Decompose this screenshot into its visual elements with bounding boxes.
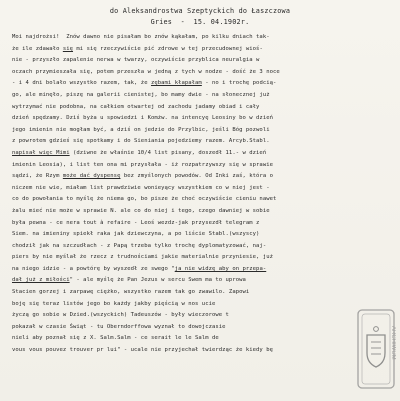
- archive-stamp: [352, 306, 398, 392]
- line-text: bez zmyślonych powodów. Od Inki zaś, która o: [120, 173, 273, 180]
- line-text: (dziwne że właśnie 10/4 list pisany, doszedł 11.- w dzień: [69, 149, 267, 156]
- letter-line: [12, 333, 392, 345]
- letter-line: [12, 229, 392, 241]
- letter-header: do Aleksandrostwa Szeptyckich do Łaszczowa: [109, 7, 291, 15]
- line-text: była pewna - ce nera tout à refaire - Leoś wezdz-jak przysezdł telegram z: [12, 219, 260, 226]
- letter-line: [12, 322, 392, 334]
- letter-line: [12, 310, 392, 322]
- line-text: piers by nie myślał że rzecz z trudnościami jakie materialnie przyniesie, już: [12, 254, 273, 261]
- letter-line: [12, 90, 392, 102]
- letter-line: [12, 171, 392, 183]
- svg-text:ARCHIWUM: ARCHIWUM: [390, 326, 396, 360]
- letter-line: [12, 78, 392, 90]
- letter-line: [12, 183, 392, 195]
- letter-line: [12, 299, 392, 311]
- underlined-text: zębami kłapałam: [150, 80, 202, 87]
- line-text: Moi najdrożsi! Znów dawno nie pisałam bo znów kąkałam, po kilku dniach tak-: [12, 34, 270, 40]
- line-text: go, ale minęło, piszę na galerii cienistej, bo mamy dwie - na słonecznej już: [12, 91, 270, 98]
- letter-body: [12, 32, 392, 357]
- underlined-text: napisał więc Mimi: [12, 149, 70, 156]
- line-text: z powrotem gdzieś się spotkamy i do Sieniania pojedziemy razem. Arcyb.Stabl.: [12, 138, 270, 145]
- line-text: życzą go sobie w Dzied.(wszyckich) Tadeuszów - były wieczorowe t: [12, 312, 229, 319]
- letter-line: [12, 264, 392, 276]
- letter-line: [12, 287, 392, 299]
- line-text: że ile zdawało: [12, 45, 63, 52]
- line-text: oczach przymieszała się, potem przeszła w jedną z tych w nodze - dość że 3 noce: [12, 68, 280, 75]
- letter-line: [12, 136, 392, 148]
- line-text: - no i trochę podcią-: [201, 80, 277, 87]
- line-text: " - ale myślę że Pan Jezus w sercu Swem ma to uprowa: [69, 277, 246, 284]
- stamp-graphic: [352, 306, 398, 392]
- letter-line: [12, 194, 392, 206]
- line-text: imienin Leosia), i list ten ona mi przysłała - iż rozpatrzywszy się w sprawie: [12, 161, 273, 168]
- line-text: sądzi, że Rzym: [12, 173, 63, 180]
- letter-date: Gries - 15. 04.1902r.: [150, 18, 250, 26]
- letter-line: [12, 32, 392, 44]
- line-text: Siem. na imieniny spiekł raka jak dziewczyna, a po liście Stabl.(wszyscy): [12, 231, 260, 238]
- line-text: Stacien gorzej i zarpawę ciężko, wszystko razem tak go zwawilo. Zapowi: [12, 289, 250, 296]
- letter-line: [12, 206, 392, 218]
- letter-line: [12, 148, 392, 160]
- line-text: na niego idzie - a powtórę by wyszedł ze swego ": [12, 265, 175, 272]
- letter-line: [12, 218, 392, 230]
- line-text: dzień spędzamy. Dziś byża u spowiedzi i Komżw. na intencyę Leosiny bo w dzień: [12, 115, 273, 122]
- line-text: boję się teraz listów jego bo każdy jakby pięścią w nos ucie: [12, 300, 216, 307]
- line-text: pokazał w czasie Świąt - tu Oberndorffowa wyznał to dowojczasie: [12, 323, 226, 330]
- underlined-text: może dać dyspensę: [62, 173, 121, 180]
- letter-line: [12, 67, 392, 79]
- underlined-text: dał już z miłości: [12, 277, 70, 284]
- underlined-text: ja nie widzę aby on przepa-: [174, 265, 267, 272]
- line-text: niczem nie wie, miałam list prawdziwie wonieyący wszystkiem co w niej jest -: [12, 184, 270, 191]
- line-text: wytrzymać nie podobna, na całkiem otwartej od zachodu jadamy obiad i cały: [12, 103, 260, 110]
- letter-line: [12, 252, 392, 264]
- line-text: co do powołania to myślę że niema go, bo pisze że choć oczywiście cieniu nawet: [12, 196, 277, 203]
- line-text: nieli aby poznał się z X. Salm.Salm - ce serait le le Salm de: [12, 335, 223, 342]
- line-text: - i 4 dni bolało wszystko razem, tak, że: [12, 80, 151, 87]
- letter-line: [12, 113, 392, 125]
- letter-line: [12, 125, 392, 137]
- line-text: jego imienin nie mogłam być, a dziś on jedzie do Przylbic, jeśli Bóg pozwoli: [12, 126, 270, 133]
- line-text: mi się rzeczywiście pić zdrowe w tej przecudownej wioś-: [73, 45, 263, 52]
- letter-line: [12, 44, 392, 56]
- line-text: nie - przyszło zapalenie nerwa w twarzy, oczywiście przyblica neuralgia w: [12, 57, 260, 64]
- line-text: vous vous pouvez trouver pr lui" - ucale nie przyjechał twierdząc że kiedy bę: [12, 347, 273, 354]
- letter-line: [12, 345, 392, 357]
- letter-line: [12, 275, 392, 287]
- letter-line: [12, 55, 392, 67]
- letter-line: [12, 102, 392, 114]
- underlined-text: się: [62, 45, 74, 52]
- line-text: żalu mieć nie może w sprawie N. ale co do niej i tego, czego dawniej w sobie: [12, 207, 270, 214]
- letter-line: [12, 160, 392, 172]
- line-text: chodził jak na szczudłach - z Papą trzeba tylko trochę dyplomatyzować, naj-: [12, 242, 267, 249]
- letter-line: [12, 241, 392, 253]
